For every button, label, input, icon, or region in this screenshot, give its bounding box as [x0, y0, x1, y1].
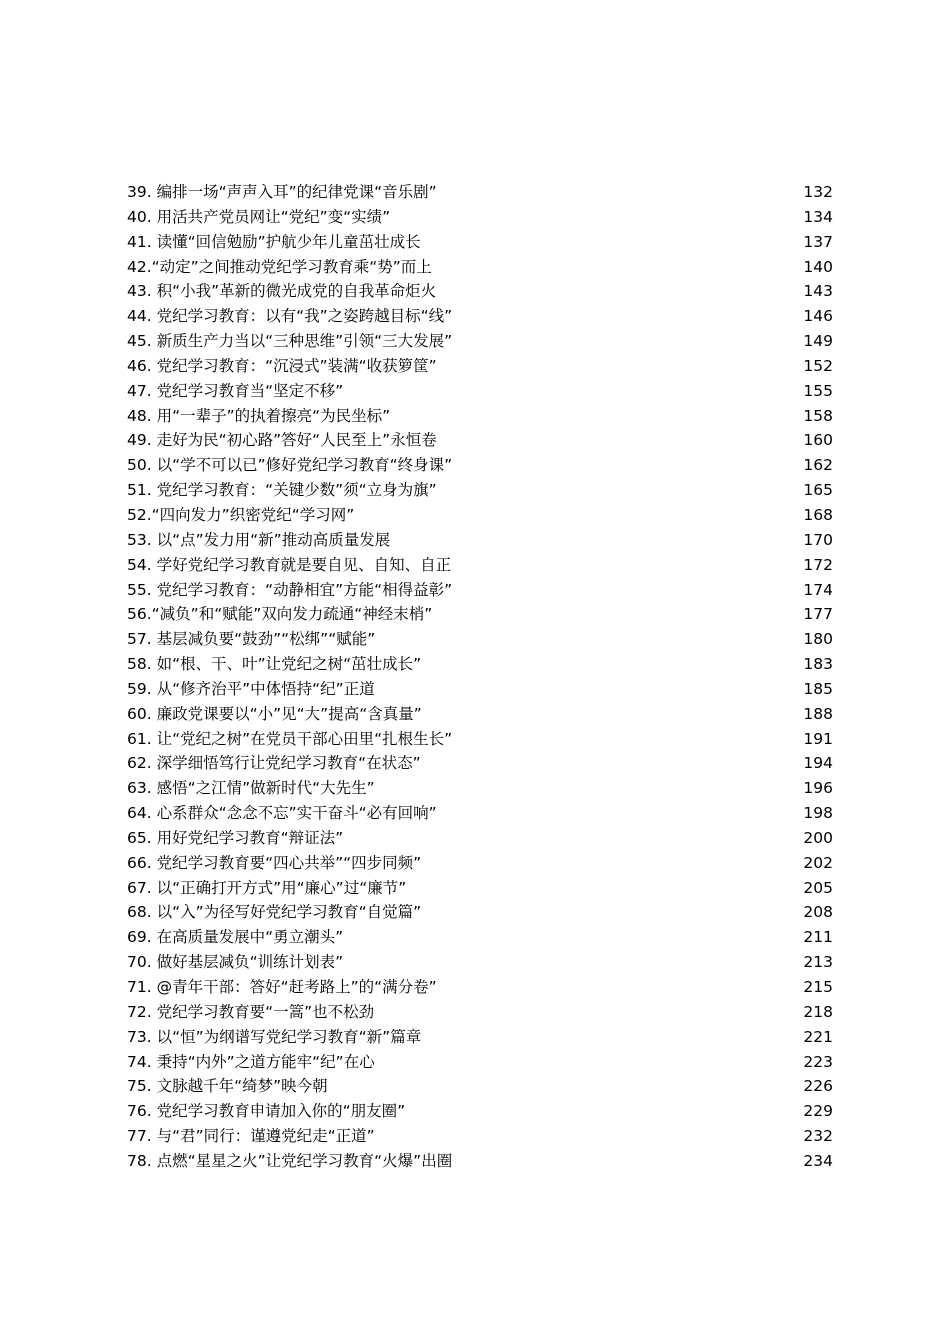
toc-entry[interactable] — [127, 1149, 833, 1174]
toc-entry-title: 52.“四向发力”织密党纪“学习网” — [127, 505, 355, 524]
toc-entry[interactable] — [127, 255, 833, 280]
toc-entry-page-number: 160 — [803, 431, 833, 450]
toc-entry-title: 64. 心系群众“念念不忘”实干奋斗“必有回响” — [127, 804, 437, 823]
toc-entry[interactable] — [127, 1074, 833, 1099]
toc-entry-title: 58. 如“根、干、叶”让党纪之树“茁壮成长” — [127, 655, 422, 674]
toc-entry-page-number: 200 — [803, 828, 833, 847]
toc-entry-page-number: 134 — [803, 207, 833, 226]
toc-entry[interactable] — [127, 428, 833, 453]
toc-entry[interactable] — [127, 702, 833, 727]
toc-entry[interactable] — [127, 279, 833, 304]
toc-entry[interactable] — [127, 677, 833, 702]
toc-entry-page-number: 162 — [803, 456, 833, 475]
toc-entry-title: 62. 深学细悟笃行让党纪学习教育“在状态” — [127, 754, 421, 773]
toc-entry[interactable] — [127, 528, 833, 553]
toc-entry[interactable] — [127, 751, 833, 776]
toc-entry-title: 43. 积“小我”革新的微光成党的自我革命炬火 — [127, 282, 437, 301]
toc-entry[interactable] — [127, 453, 833, 478]
toc-entry-page-number: 174 — [803, 580, 833, 599]
toc-entry-title: 54. 学好党纪学习教育就是要自见、自知、自正 — [127, 555, 452, 574]
toc-entry-title: 70. 做好基层减负“训练计划表” — [127, 953, 344, 972]
toc-entry-title: 71. @青年干部：答好“赶考路上”的“满分卷” — [127, 978, 437, 996]
toc-entry-page-number: 188 — [803, 704, 833, 723]
toc-entry-title: 74. 秉持“内外”之道方能牢“纪”在心 — [127, 1052, 375, 1071]
toc-entry-page-number: 183 — [803, 655, 833, 674]
toc-entry[interactable] — [127, 627, 833, 652]
toc-entry[interactable] — [127, 1000, 833, 1025]
toc-entry[interactable] — [127, 1025, 833, 1050]
toc-entry-page-number: 229 — [803, 1102, 833, 1121]
table-of-contents — [127, 180, 833, 1174]
toc-entry-title: 41. 读懂“回信勉励”护航少年儿童茁壮成长 — [127, 232, 421, 251]
toc-entry[interactable] — [127, 329, 833, 354]
toc-entry-title: 44. 党纪学习教育：以有“我”之姿跨越目标“线” — [127, 307, 453, 326]
toc-entry-page-number: 221 — [803, 1027, 833, 1046]
toc-entry[interactable] — [127, 1124, 833, 1149]
toc-entry[interactable] — [127, 652, 833, 677]
toc-entry-title: 56.“减负”和“赋能”双向发力疏通“神经末梢” — [127, 605, 433, 624]
toc-entry-title: 49. 走好为民“初心路”答好“人民至上”永恒卷 — [127, 431, 437, 450]
toc-entry[interactable] — [127, 776, 833, 801]
toc-entry-page-number: 196 — [803, 779, 833, 798]
toc-entry-page-number: 232 — [803, 1127, 833, 1146]
toc-entry-page-number: 149 — [803, 332, 833, 351]
toc-entry-page-number: 223 — [803, 1052, 833, 1071]
toc-entry-page-number: 146 — [803, 307, 833, 326]
toc-entry-title: 66. 党纪学习教育要“四心共举”“四步同频” — [127, 853, 422, 872]
toc-entry-title: 50. 以“学不可以已”修好党纪学习教育“终身课” — [127, 456, 453, 475]
toc-entry-page-number: 132 — [803, 183, 833, 201]
toc-entry-title: 57. 基层减负要“鼓劲”“松绑”“赋能” — [127, 630, 376, 649]
toc-entry-title: 72. 党纪学习教育要“一篙”也不松劲 — [127, 1002, 375, 1021]
toc-entry[interactable] — [127, 180, 833, 205]
toc-entry-title: 73. 以“恒”为纲谱写党纪学习教育“新”篇章 — [127, 1027, 422, 1046]
toc-entry-title: 61. 让“党纪之树”在党员干部心田里“扎根生长” — [127, 729, 453, 748]
toc-entry[interactable] — [127, 801, 833, 826]
toc-entry[interactable] — [127, 602, 833, 627]
toc-entry-page-number: 185 — [803, 679, 833, 698]
toc-entry-title: 53. 以“点”发力用“新”推动高质量发展 — [127, 530, 391, 549]
toc-entry-title: 59. 从“修齐治平”中体悟持“纪”正道 — [127, 679, 375, 698]
toc-entry[interactable] — [127, 851, 833, 876]
toc-entry[interactable] — [127, 950, 833, 975]
toc-entry-title: 48. 用“一辈子”的执着擦亮“为民坐标” — [127, 406, 391, 425]
toc-entry[interactable] — [127, 503, 833, 528]
toc-entry-page-number: 191 — [803, 729, 833, 748]
toc-entry-title: 68. 以“入”为径写好党纪学习教育“自觉篇” — [127, 903, 422, 922]
toc-entry-title: 76. 党纪学习教育申请加入你的“朋友圈” — [127, 1102, 406, 1121]
toc-entry-title: 77. 与“君”同行：谨遵党纪走“正道” — [127, 1127, 375, 1146]
toc-entry[interactable] — [127, 478, 833, 503]
toc-entry-title: 47. 党纪学习教育当“坚定不移” — [127, 381, 344, 400]
toc-entry[interactable] — [127, 205, 833, 230]
toc-entry-page-number: 140 — [803, 257, 833, 276]
toc-entry-title: 65. 用好党纪学习教育“辩证法” — [127, 828, 344, 847]
toc-entry-page-number: 194 — [803, 754, 833, 773]
toc-entry[interactable] — [127, 304, 833, 329]
toc-entry-page-number: 215 — [803, 978, 833, 996]
toc-entry-title: 51. 党纪学习教育：“关键少数”须“立身为旗” — [127, 481, 437, 500]
toc-entry-title: 42.“动定”之间推动党纪学习教育乘“势”而上 — [127, 257, 432, 276]
toc-entry-page-number: 218 — [803, 1002, 833, 1021]
toc-entry[interactable] — [127, 1099, 833, 1124]
toc-entry-title: 45. 新质生产力当以“三种思维”引领“三大发展” — [127, 332, 453, 351]
toc-entry-page-number: 234 — [803, 1151, 833, 1170]
toc-entry-page-number: 155 — [803, 381, 833, 400]
toc-entry-page-number: 213 — [803, 953, 833, 972]
toc-entry-page-number: 205 — [803, 878, 833, 897]
toc-entry-title: 55. 党纪学习教育：“动静相宜”方能“相得益彰” — [127, 580, 453, 599]
toc-entry-page-number: 165 — [803, 481, 833, 500]
toc-entry[interactable] — [127, 379, 833, 404]
toc-entry-page-number: 170 — [803, 530, 833, 549]
toc-entry-title: 40. 用活共产党员网让“党纪”变“实绩” — [127, 207, 391, 226]
toc-entry-title: 39. 编排一场“声声入耳”的纪律党课“音乐剧” — [127, 183, 437, 201]
toc-entry-title: 60. 廉政党课要以“小”见“大”提高“含真量” — [127, 704, 422, 723]
toc-entry-title: 46. 党纪学习教育：“沉浸式”装满“收获箩筐” — [127, 356, 437, 375]
toc-entry[interactable] — [127, 826, 833, 851]
toc-entry-title: 69. 在高质量发展中“勇立潮头” — [127, 928, 344, 947]
toc-entry-title: 78. 点燃“星星之火”让党纪学习教育“火爆”出圈 — [127, 1151, 453, 1170]
toc-entry[interactable] — [127, 404, 833, 429]
toc-entry-page-number: 172 — [803, 555, 833, 574]
toc-entry[interactable] — [127, 354, 833, 379]
toc-entry-page-number: 137 — [803, 232, 833, 251]
toc-entry-page-number: 180 — [803, 630, 833, 649]
toc-entry-title: 63. 感悟“之江情”做新时代“大先生” — [127, 779, 375, 798]
toc-entry[interactable] — [127, 975, 833, 1000]
toc-entry-title: 75. 文脉越千年“绮梦”映今朝 — [127, 1077, 328, 1096]
toc-entry[interactable] — [127, 553, 833, 578]
toc-entry-page-number: 202 — [803, 853, 833, 872]
toc-entry-page-number: 226 — [803, 1077, 833, 1096]
toc-entry-page-number: 208 — [803, 903, 833, 922]
toc-entry-page-number: 152 — [803, 356, 833, 375]
toc-entry[interactable] — [127, 925, 833, 950]
toc-entry[interactable] — [127, 1050, 833, 1075]
toc-entry[interactable] — [127, 230, 833, 255]
toc-entry-page-number: 143 — [803, 282, 833, 301]
toc-entry-page-number: 211 — [803, 928, 833, 947]
toc-entry[interactable] — [127, 876, 833, 901]
toc-entry-page-number: 198 — [803, 804, 833, 823]
toc-entry[interactable] — [127, 578, 833, 603]
toc-entry[interactable] — [127, 900, 833, 925]
toc-entry-page-number: 168 — [803, 505, 833, 524]
toc-entry-page-number: 158 — [803, 406, 833, 425]
toc-entry-page-number: 177 — [803, 605, 833, 624]
toc-entry-title: 67. 以“正确打开方式”用“廉心”过“廉节” — [127, 878, 407, 897]
toc-entry[interactable] — [127, 727, 833, 752]
